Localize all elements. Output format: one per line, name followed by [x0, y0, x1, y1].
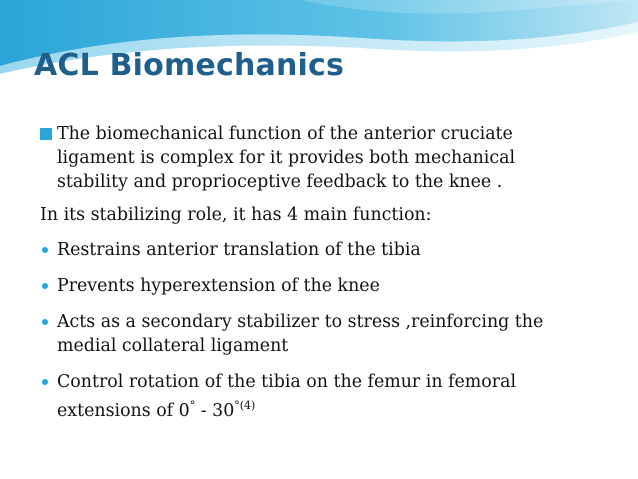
sub-heading: In its stabilizing role, it has 4 main function: — [40, 205, 432, 225]
bullet-dot-icon — [42, 379, 48, 385]
bullet-3-line-1: Acts as a secondary stabilizer to stress ,reinforcing the — [57, 312, 544, 332]
degree-symbol-2: ° — [234, 399, 240, 412]
last-line-prefix: extensions of 0 — [57, 401, 190, 421]
bullet-4-line-1: Control rotation of the tibia on the femur in femoral — [57, 372, 517, 392]
square-bullet-icon — [40, 128, 52, 140]
bullet-dot-icon — [42, 283, 48, 289]
bullet-2-line-1: Prevents hyperextension of the knee — [57, 276, 380, 296]
intro-line-2: ligament is complex for it provides both mechanical — [57, 148, 516, 168]
bullet-3-line-2: medial collateral ligament — [57, 336, 289, 356]
bullet-4-line-2 — [57, 395, 255, 422]
degree-symbol-1: ° — [189, 399, 196, 412]
page-title: ACL Biomechanics — [34, 48, 345, 83]
last-line-middle: - 30 — [195, 401, 235, 421]
bullet-1-line-1: Restrains anterior translation of the tibia — [57, 240, 421, 260]
intro-line-3: stability and proprioceptive feedback to the knee . — [57, 172, 503, 192]
bullet-dot-icon — [42, 247, 48, 253]
intro-line-1: The biomechanical function of the anterior cruciate — [57, 124, 513, 144]
bullet-dot-icon — [42, 319, 48, 325]
reference-marker: (4) — [239, 399, 256, 412]
